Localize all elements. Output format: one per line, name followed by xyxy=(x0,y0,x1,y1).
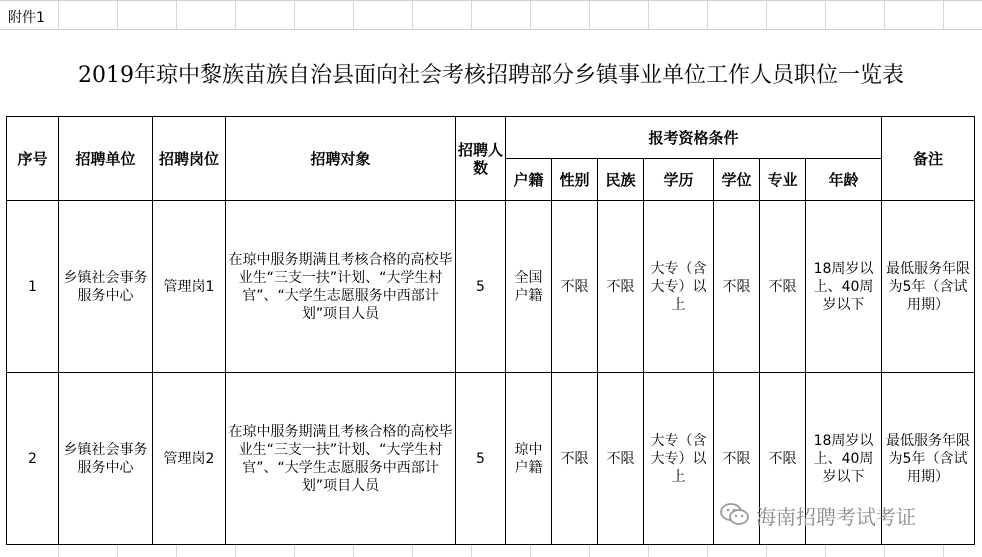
header-target: 招聘对象 xyxy=(226,117,456,201)
document-title: 2019年琼中黎族苗族自治县面向社会考核招聘部分乡镇事业单位工作人员职位一览表 xyxy=(6,30,976,116)
watermark-text: 海南招聘考试考证 xyxy=(756,504,916,529)
header-position: 招聘岗位 xyxy=(153,117,226,201)
cell-target: 在琼中服务期满且考核合格的高校毕业生“三支一扶”计划、“大学生村官”、“大学生志愿服务中西部计划”项目人员 xyxy=(226,201,456,373)
cell-position: 管理岗1 xyxy=(153,201,226,373)
cell-major: 不限 xyxy=(760,201,806,373)
table-row xyxy=(7,201,975,373)
cell-hukou: 全国户籍 xyxy=(506,201,552,373)
cell-education: 大专（含大专）以上 xyxy=(644,373,714,545)
cell-degree: 不限 xyxy=(714,201,760,373)
cell-count: 5 xyxy=(456,201,506,373)
wechat-icon xyxy=(720,502,750,528)
cell-gender: 不限 xyxy=(552,201,598,373)
cell-age: 18周岁以上、40周岁以下 xyxy=(806,373,882,545)
header-ethnicity: 民族 xyxy=(598,159,644,201)
cell-degree: 不限 xyxy=(714,373,760,545)
header-hukou: 户籍 xyxy=(506,159,552,201)
cell-unit: 乡镇社会事务服务中心 xyxy=(59,373,153,545)
cell-position: 管理岗2 xyxy=(153,373,226,545)
attachment-label: 附件1 xyxy=(8,10,45,26)
header-conditions: 报考资格条件 xyxy=(506,117,882,159)
cell-seq: 1 xyxy=(7,201,59,373)
cell-target: 在琼中服务期满且考核合格的高校毕业生“三支一扶”计划、“大学生村官”、“大学生志愿服务中西部计划”项目人员 xyxy=(226,373,456,545)
header-major: 专业 xyxy=(760,159,806,201)
header-education: 学历 xyxy=(644,159,714,201)
cell-major: 不限 xyxy=(760,373,806,545)
header-age: 年龄 xyxy=(806,159,882,201)
cell-remarks: 最低服务年限为5年（含试用期） xyxy=(882,373,975,545)
header-degree: 学位 xyxy=(714,159,760,201)
positions-table xyxy=(6,116,975,545)
watermark xyxy=(720,500,916,530)
cell-remarks: 最低服务年限为5年（含试用期） xyxy=(882,201,975,373)
header-gender: 性别 xyxy=(552,159,598,201)
header-seq: 序号 xyxy=(7,117,59,201)
cell-seq: 2 xyxy=(7,373,59,545)
grid-line xyxy=(0,0,982,1)
cell-ethnicity: 不限 xyxy=(598,373,644,545)
cell-ethnicity: 不限 xyxy=(598,201,644,373)
cell-count: 5 xyxy=(456,373,506,545)
header-remarks: 备注 xyxy=(882,117,975,201)
cell-hukou: 琼中户籍 xyxy=(506,373,552,545)
cell-gender: 不限 xyxy=(552,373,598,545)
header-count: 招聘人数 xyxy=(456,117,506,201)
header-row-1 xyxy=(7,117,975,159)
header-unit: 招聘单位 xyxy=(59,117,153,201)
cell-unit: 乡镇社会事务服务中心 xyxy=(59,201,153,373)
cell-education: 大专（含大专）以上 xyxy=(644,201,714,373)
cell-age: 18周岁以上、40周岁以下 xyxy=(806,201,882,373)
